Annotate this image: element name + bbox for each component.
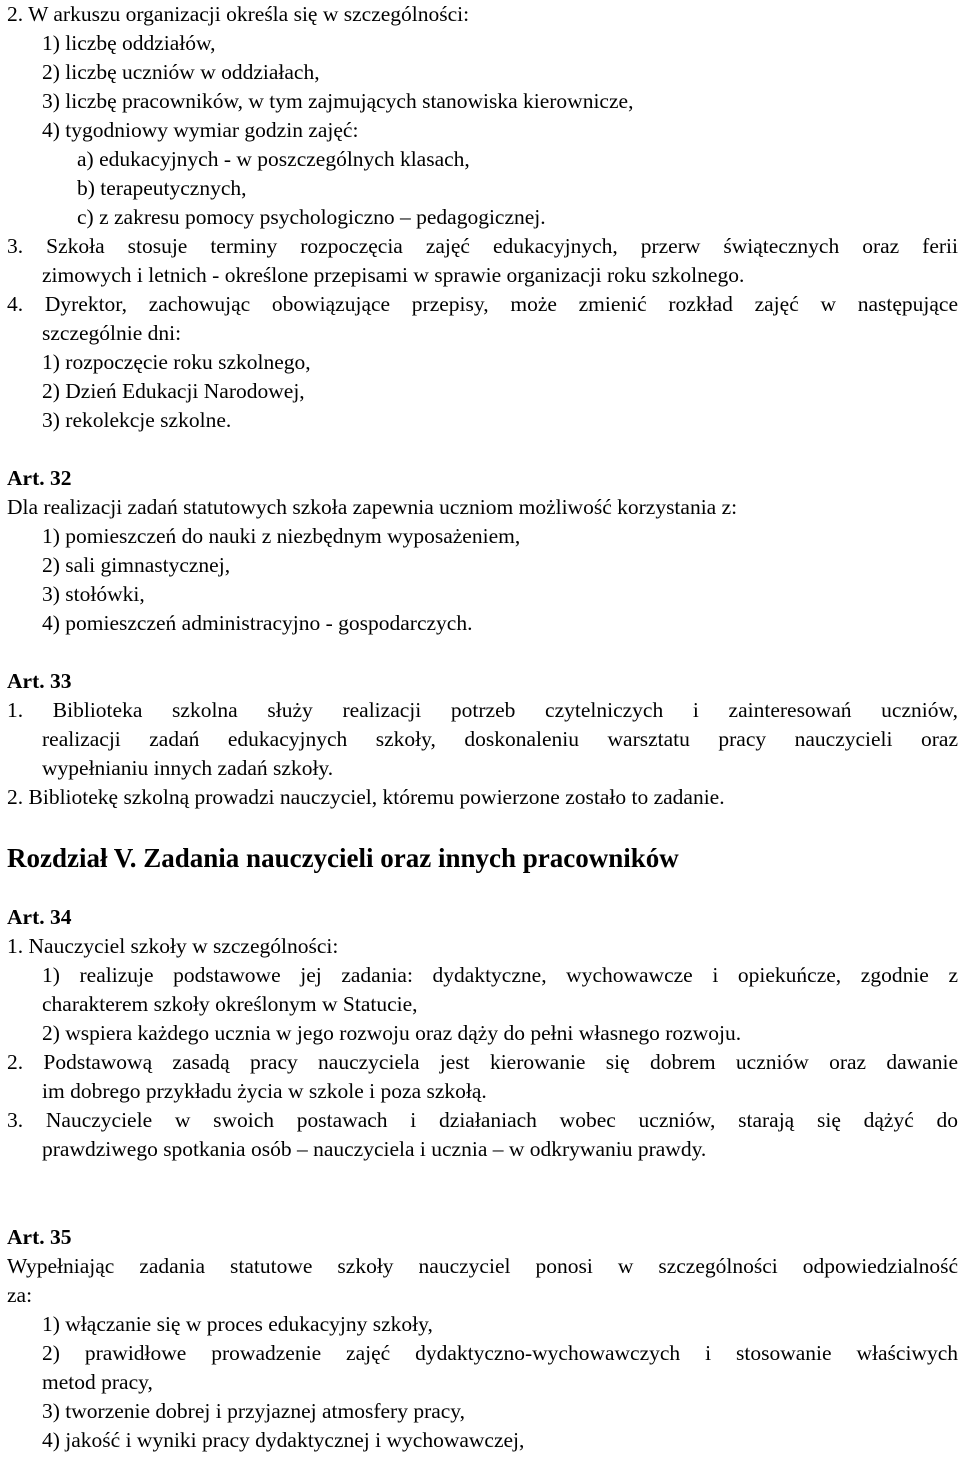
text-line: 3) tworzenie dobrej i przyjaznej atmosfery pracy, <box>42 1399 466 1423</box>
text-line: a) edukacyjnych - w poszczególnych klasach, <box>77 147 470 171</box>
text-line: zimowych i letnich - określone przepisami w sprawie organizacji roku szkolnego. <box>42 263 745 287</box>
text-line: 3) stołówki, <box>42 582 145 606</box>
text-line: Wypełniając zadania statutowe szkoły nauczyciel ponosi w szczególności odpowiedzialność <box>7 1254 958 1278</box>
text-line: 3) liczbę pracowników, w tym zajmujących stanowiska kierownicze, <box>42 89 634 113</box>
text-line: 4) pomieszczeń administracyjno - gospodarczych. <box>42 611 473 635</box>
text-line: szczególnie dni: <box>42 321 182 345</box>
text-line: metod pracy, <box>42 1370 153 1394</box>
text-line: 2) Dzień Edukacji Narodowej, <box>42 379 305 403</box>
text-line: 1) włączanie się w proces edukacyjny szkoły, <box>42 1312 433 1336</box>
text-line: 2) prawidłowe prowadzenie zajęć dydaktyczno-wychowawczych i stosowanie właściwych <box>42 1341 958 1365</box>
text-line: wypełnianiu innych zadań szkoły. <box>42 756 334 780</box>
article-heading: Art. 33 <box>7 669 72 693</box>
text-line: b) terapeutycznych, <box>77 176 247 200</box>
article-heading: Art. 34 <box>7 905 72 929</box>
text-line: 1) rozpoczęcie roku szkolnego, <box>42 350 311 374</box>
text-line: 2) sali gimnastycznej, <box>42 553 231 577</box>
text-line: 2) wspiera każdego ucznia w jego rozwoju oraz dąży do pełni własnego rozwoju. <box>42 1021 742 1045</box>
text-line: im dobrego przykładu życia w szkole i poza szkołą. <box>42 1079 487 1103</box>
text-line: 2. Podstawową zasadą pracy nauczyciela jest kierowanie się dobrem uczniów oraz dawanie <box>7 1050 958 1074</box>
text-line: 2) liczbę uczniów w oddziałach, <box>42 60 320 84</box>
text-line: charakterem szkoły określonym w Statucie, <box>42 992 418 1016</box>
chapter-heading: Rozdział V. Zadania nauczycieli oraz innych pracowników <box>7 843 679 873</box>
text-line: 1) pomieszczeń do nauki z niezbędnym wyposażeniem, <box>42 524 521 548</box>
text-line: 3) rekolekcje szkolne. <box>42 408 232 432</box>
text-line: prawdziwego spotkania osób – nauczyciela i ucznia – w odkrywaniu prawdy. <box>42 1137 707 1161</box>
text-line: 1. Biblioteka szkolna służy realizacji potrzeb czytelniczych i zainteresowań uczniów, <box>7 698 958 722</box>
text-line: 2. W arkuszu organizacji określa się w szczególności: <box>7 2 470 26</box>
text-line: Dla realizacji zadań statutowych szkoła zapewnia uczniom możliwość korzystania z: <box>7 495 738 519</box>
text-line: 1) liczbę oddziałów, <box>42 31 216 55</box>
text-line: 4) jakość i wyniki pracy dydaktycznej i wychowawczej, <box>42 1428 525 1452</box>
article-heading: Art. 35 <box>7 1225 72 1249</box>
text-line: za: <box>7 1283 33 1307</box>
text-line: 1. Nauczyciel szkoły w szczególności: <box>7 934 339 958</box>
text-line: 3. Nauczyciele w swoich postawach i działaniach wobec uczniów, starają się dążyć do <box>7 1108 958 1132</box>
text-line: realizacji zadań edukacyjnych szkoły, doskonaleniu warsztatu pracy nauczycieli oraz <box>42 727 958 751</box>
text-line: 3. Szkoła stosuje terminy rozpoczęcia zajęć edukacyjnych, przerw świątecznych oraz ferii <box>7 234 958 258</box>
text-line: 2. Bibliotekę szkolną prowadzi nauczyciel, któremu powierzone zostało to zadanie. <box>7 785 725 809</box>
text-line: c) z zakresu pomocy psychologiczno – pedagogicznej. <box>77 205 546 229</box>
text-line: 1) realizuje podstawowe jej zadania: dydaktyczne, wychowawcze i opiekuńcze, zgodnie z <box>42 963 958 987</box>
text-line: 4. Dyrektor, zachowując obowiązujące przepisy, może zmienić rozkład zajęć w następujące <box>7 292 958 316</box>
article-heading: Art. 32 <box>7 466 72 490</box>
text-line: 4) tygodniowy wymiar godzin zajęć: <box>42 118 359 142</box>
